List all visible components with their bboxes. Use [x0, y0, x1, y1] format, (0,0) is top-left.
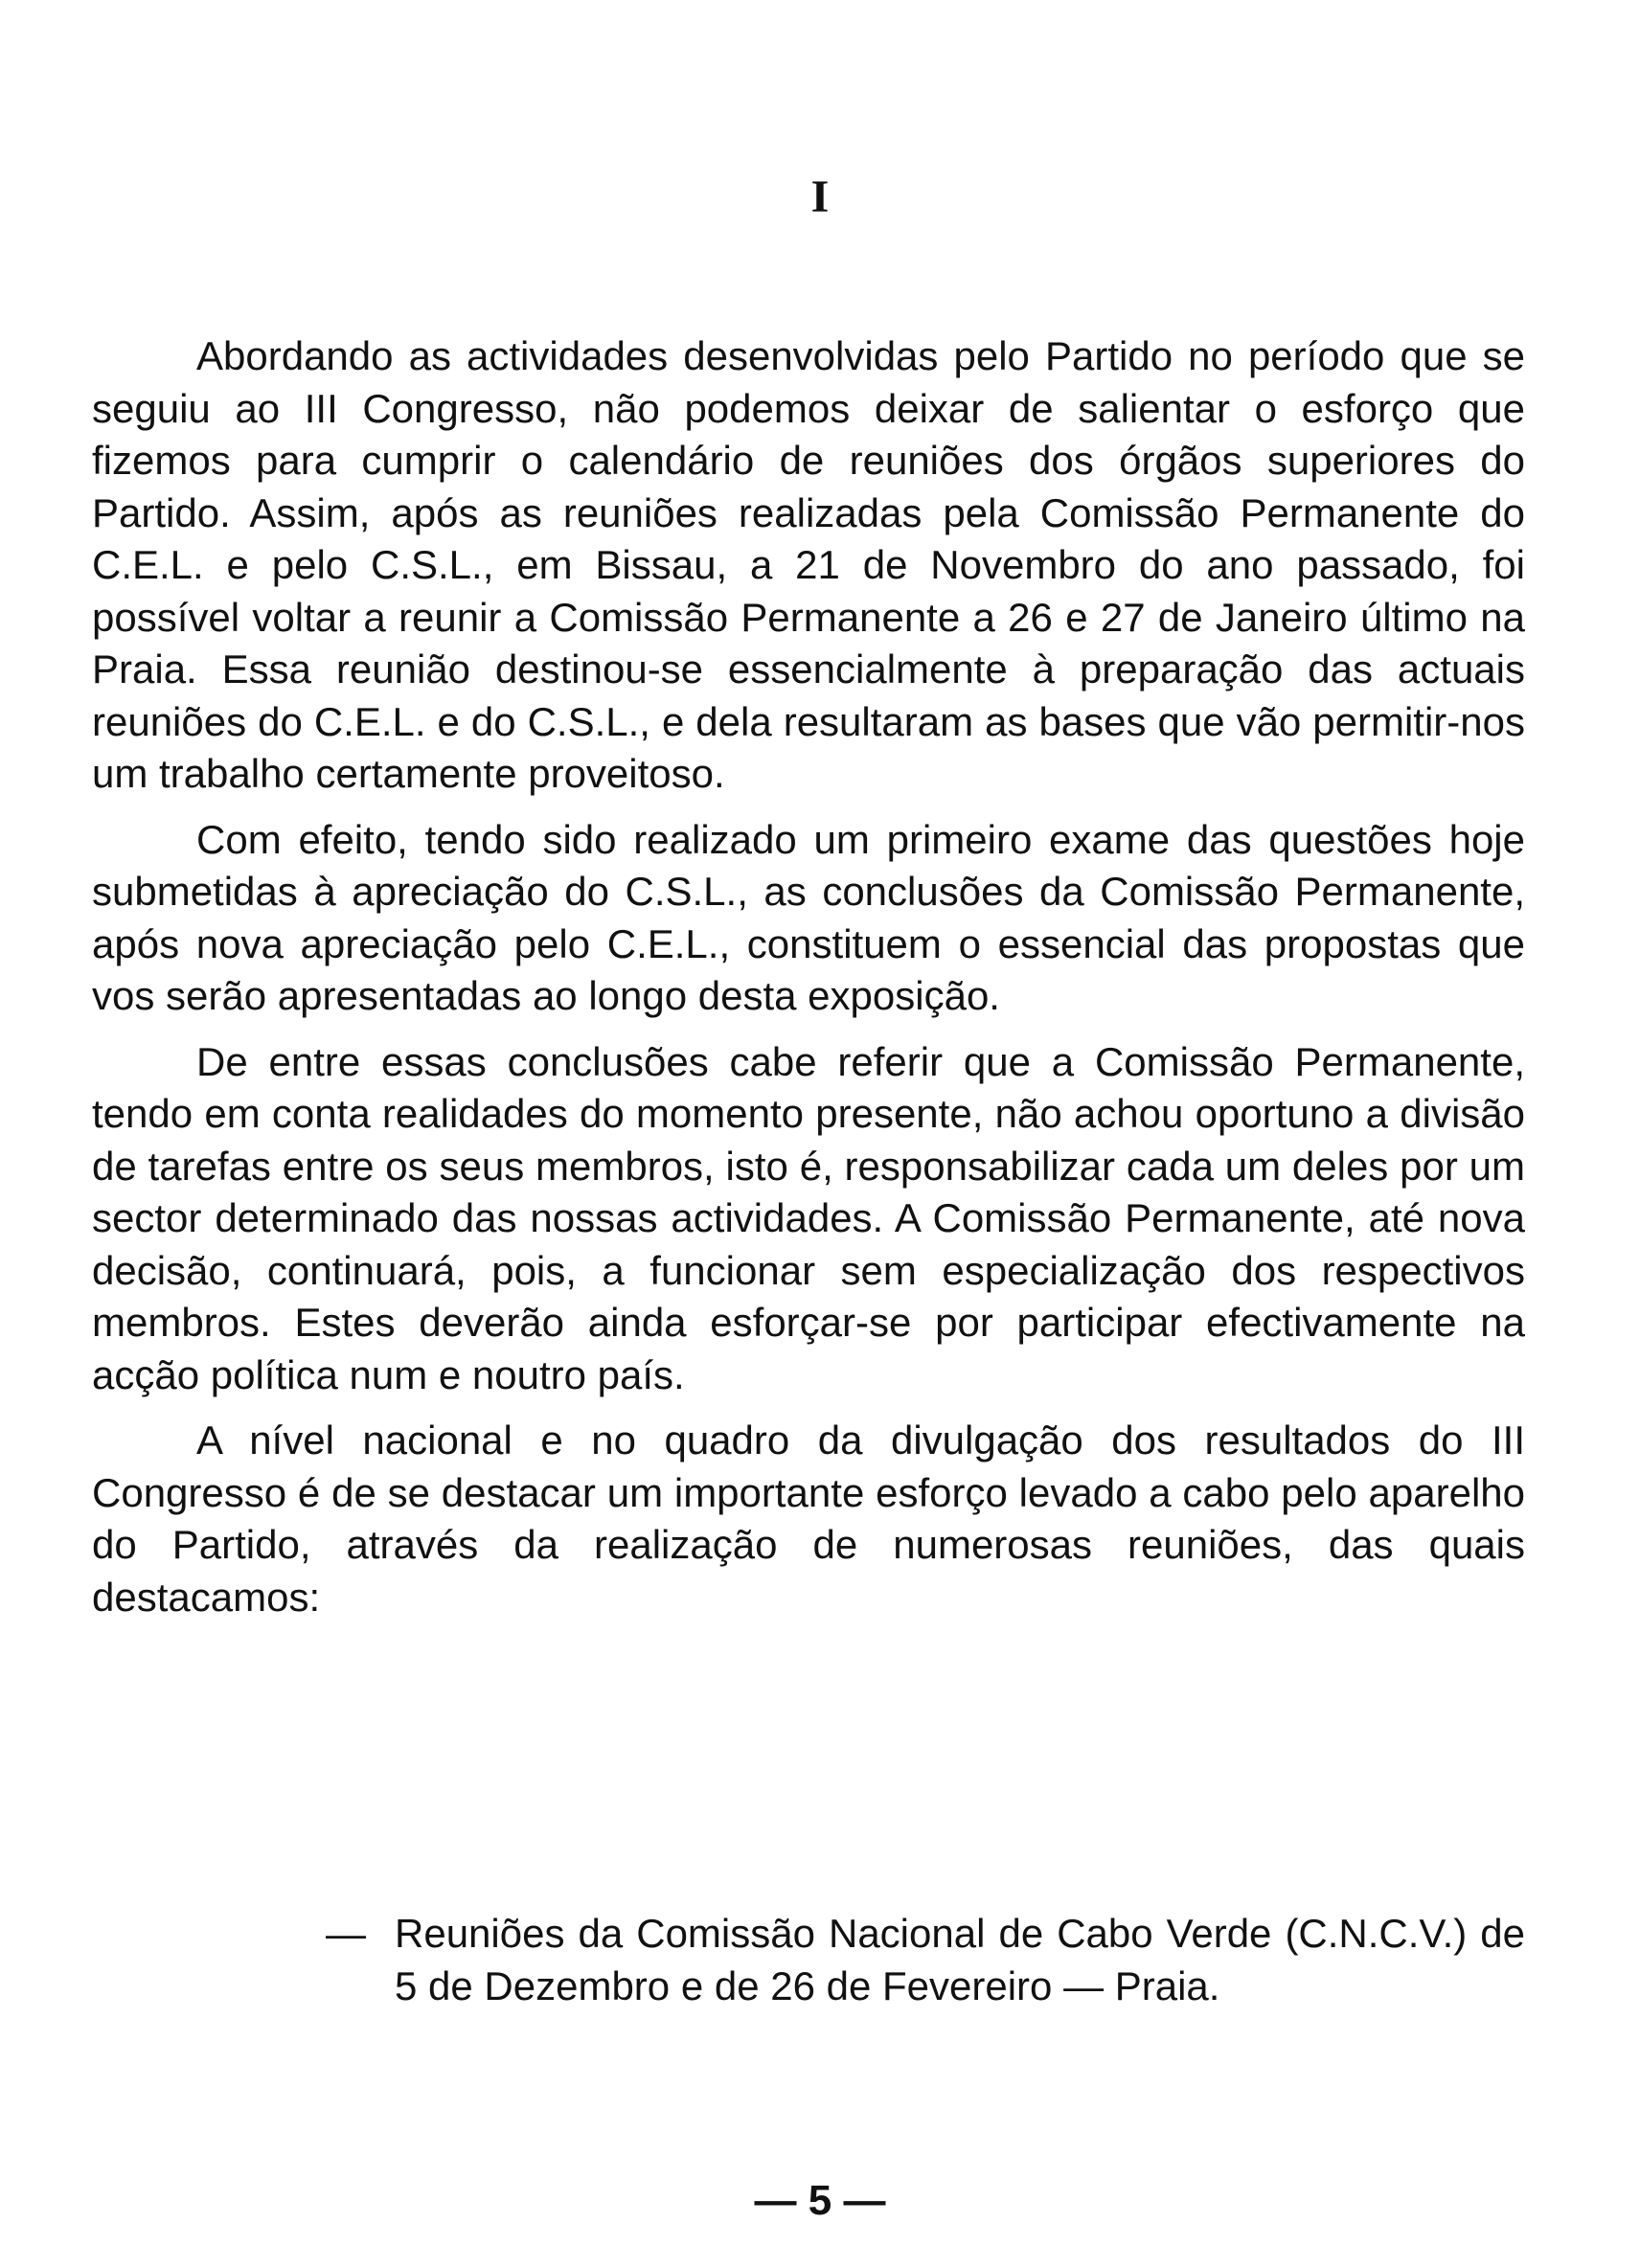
meetings-list [326, 1908, 1525, 2012]
list-item-text: Reuniões da Comissão Nacional de Cabo Verde (C.N.C.V.) de 5 de Dezembro e de 26 de Fevereiro — Praia. [395, 1911, 1525, 2008]
list-item [326, 1908, 1525, 2012]
paragraph-2: Com efeito, tendo sido realizado um primeiro exame das questões hoje submetidas à apreciação do C.S.L., as conclusões da Comissão Permanente, após nova apreciação pelo C.E.L., constituem o essencial das propostas que vos serão apresentadas ao longo desta exposição. [92, 816, 1525, 1018]
paragraph-4: A nível nacional e no quadro da divulgação dos resultados do III Congresso é de se destacar um importante esforço levado a cabo pelo aparelho do Partido, através da realização de numerosas reuniões, das quais destacamos: [92, 1418, 1525, 1620]
paragraph-3: De entre essas conclusões cabe referir que a Comissão Permanente, tendo em conta realidades do momento presente, não achou oportuno a divisão de tarefas entre os seus membros, isto é, responsabilizar cada um deles por um sector determinado das nossas actividades. A Comissão Permanente, até nova decisão, continuará, pois, a funcionar sem especialização dos respectivos membros. Estes deverão ainda esforçar-se por participar efectivamente na acção política num e noutro país. [92, 1038, 1525, 1397]
paragraph-1: Abordando as actividades desenvolvidas pelo Partido no período que se seguiu ao III Congresso, não podemos deixar de salientar o esforço que fizemos para cumprir o calendário de reuniões dos órgãos superiores do Partido. Assim, após as reuniões realizadas pela Comissão Permanente do C.E.L. e pelo C.S.L., em Bissau, a 21 de Novembro do ano passado, foi possível voltar a reunir a Comissão Permanente a 26 e 27 de Janeiro último na Praia. Essa reunião destinou-se essencialmente à preparação das actuais reuniões do C.E.L. e do C.S.L., e dela resultaram as bases que vão permitir-nos um trabalho certamente proveitoso. [92, 333, 1525, 796]
page-number: — 5 — [754, 2177, 886, 2224]
body-text [92, 330, 1525, 1637]
section-number: I [810, 171, 830, 222]
dash-marker: — [326, 1911, 366, 1956]
